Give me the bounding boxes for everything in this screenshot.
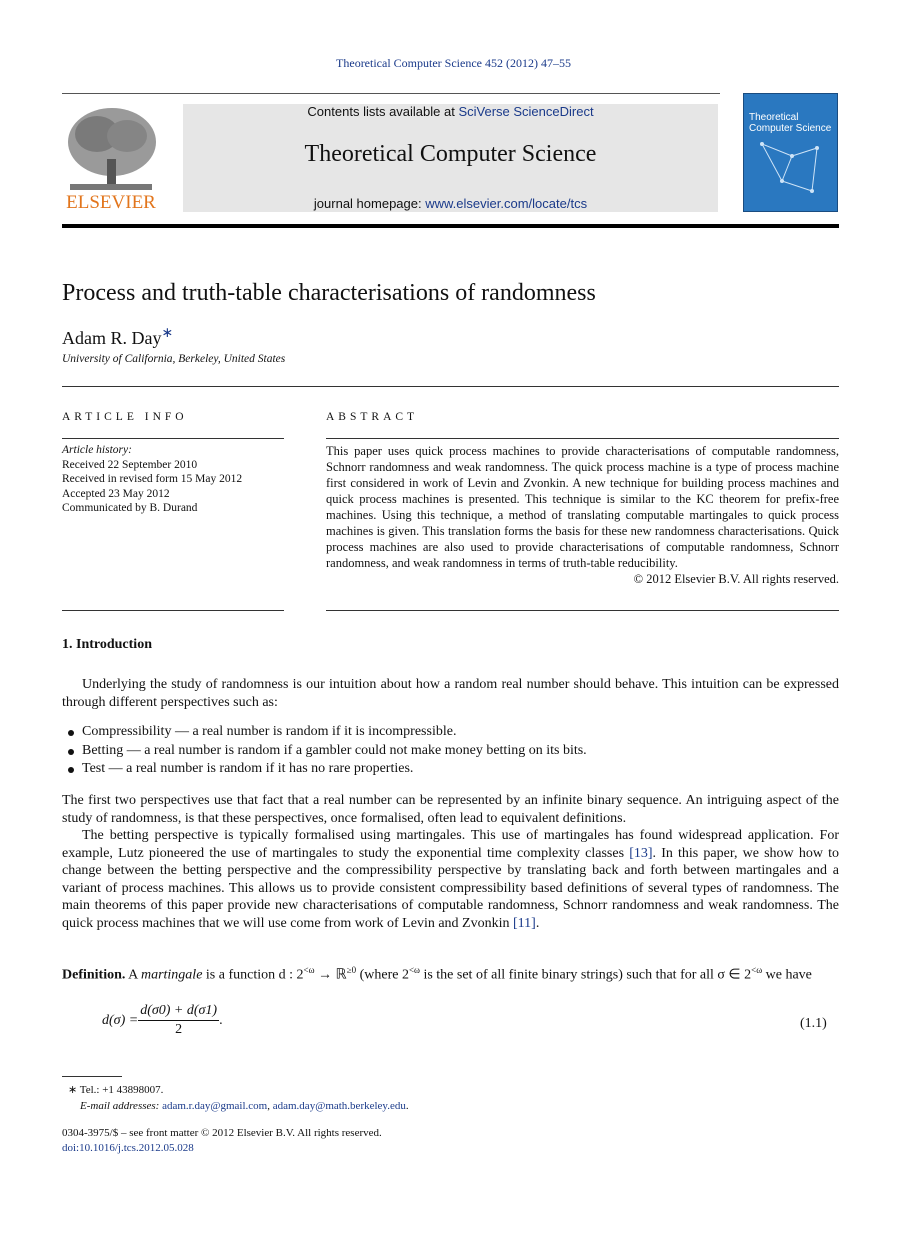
author-name: Adam R. Day	[62, 328, 162, 348]
def-term: martingale	[140, 967, 203, 983]
def-sup: <ω	[751, 965, 763, 975]
email-label: E-mail addresses:	[80, 1100, 163, 1112]
sciencedirect-link[interactable]: SciVerse ScienceDirect	[458, 104, 594, 119]
doi-link[interactable]: doi:10.1016/j.tcs.2012.05.028	[62, 1142, 194, 1154]
divider	[326, 438, 839, 439]
eq-denominator: 2	[175, 1022, 183, 1037]
history-item: Received 22 September 2010	[62, 458, 198, 471]
footnote-tel-text: Tel.: +1 43898007.	[77, 1084, 164, 1096]
def-sup: ≥0	[346, 965, 357, 975]
journal-cover	[743, 93, 838, 212]
elsevier-logo	[62, 104, 160, 214]
martingale-definition	[62, 962, 839, 984]
footnote-rule	[62, 1076, 122, 1077]
list-item-text: Betting — a real number is random if a gambler could not make money betting on its bits.	[82, 742, 587, 758]
divider	[62, 610, 284, 611]
abstract-heading: ABSTRACT	[326, 411, 419, 423]
eq-numerator: d(σ0) + d(σ1)	[138, 1003, 219, 1021]
list-item-text: Test — a real number is random if it has no rare properties.	[82, 761, 414, 776]
bullet-icon	[68, 730, 74, 736]
section-heading-introduction: 1. Introduction	[62, 637, 152, 652]
footnote-email	[62, 1098, 409, 1114]
article-history	[62, 443, 242, 516]
history-item: Received in revised form 15 May 2012	[62, 473, 243, 485]
footnote-mark: ∗	[68, 1084, 78, 1096]
def-text: (where 2	[356, 967, 409, 983]
issn-line: 0304-3975/$ – see front matter © 2012 Elsevier B.V. All rights reserved.	[62, 1127, 382, 1139]
email-link-1[interactable]: adam.r.day@gmail.com	[162, 1100, 268, 1112]
def-sup: <ω	[408, 965, 420, 975]
homepage-link[interactable]: www.elsevier.com/locate/tcs	[425, 196, 588, 211]
cover-title-line2: Computer Science	[749, 123, 832, 134]
def-text: d : 2	[278, 967, 304, 983]
homepage-prefix: journal homepage:	[313, 196, 426, 211]
list-item	[62, 723, 587, 742]
bullet-icon	[68, 749, 74, 755]
def-text: is a function	[202, 967, 279, 983]
bullet-icon	[68, 767, 74, 773]
journal-title: Theoretical Computer Science	[304, 141, 597, 167]
list-item	[62, 760, 587, 779]
contents-line	[183, 104, 718, 119]
def-text: → ℝ	[314, 967, 347, 983]
author-line	[62, 325, 173, 349]
abstract-copyright: © 2012 Elsevier B.V. All rights reserved.	[633, 572, 839, 586]
journal-reference[interactable]: Theoretical Computer Science 452 (2012) 47–55	[336, 56, 571, 70]
para3-text: . In this paper, we show how to change between the betting perspective and the compressibility perspective by translating back and forth between martingales and a variant of process machines. This allows us to provide consistent compressibility based definitions of several types of randomness. The main theorems of this paper provide new characterisations of computable randomness, Schnorr randomness and weak randomness. The quick process machines that we will use come from work of Levin and Zvonkin	[62, 845, 839, 931]
contents-prefix: Contents lists available at	[307, 104, 459, 119]
footnote-tel	[62, 1082, 409, 1098]
divider	[326, 610, 839, 611]
def-sup: <ω	[303, 965, 315, 975]
email-link-2[interactable]: adam.day@math.berkeley.edu	[272, 1100, 406, 1112]
intro-paragraph-2: The first two perspectives use that fact that a real number can be represented by an infinite binary sequence. An intriguing aspect of the study of randomness, is that these perspectives, once formalised, often lead to equivalent definitions.	[62, 793, 839, 826]
article-title: Process and truth-table characterisations of randomness	[62, 280, 596, 306]
history-label: Article history:	[62, 444, 132, 456]
equation-1-1	[102, 1003, 223, 1038]
history-item: Accepted 23 May 2012	[62, 487, 170, 500]
divider	[62, 438, 284, 439]
para3-text: .	[535, 915, 540, 931]
equation-number: (1.1)	[800, 1016, 827, 1031]
abstract-text: This paper uses quick process machines to provide characterisations of computable randomness, Schnorr randomness and weak randomness. The quick process machine is a type of process machine first considered in work of Levin and Zvonkin. A new technique for building process machines and quick process machines is presented. This technique is similar to the KC theorem for prefix-free machines. Using this technique, a method of translating computable martingales to quick process machines is given. This translation forms the basis for these new randomness characterisations. Quick process machines are also used to provide characterisations of computable randomness, Schnorr randomness, and weak randomness in terms of truth-table reducibility.	[326, 444, 839, 570]
list-item	[62, 742, 587, 761]
list-item-text: Compressibility — a real number is random if it is incompressible.	[82, 724, 457, 739]
eq-lhs: d(σ) =	[102, 1012, 139, 1028]
header-thick-rule	[62, 224, 839, 228]
article-info-heading: ARTICLE INFO	[62, 411, 188, 423]
header-rule	[62, 93, 720, 94]
footnotes	[62, 1082, 409, 1114]
para3-text: The betting perspective is typically formalised using martingales. This use of martingales has found widespread application. For example, Lutz pioneered the use of martingales to study the exponential time complexity classes	[62, 828, 839, 861]
divider	[62, 386, 839, 387]
affiliation: University of California, Berkeley, United States	[62, 353, 286, 365]
definition-label: Definition.	[62, 967, 126, 983]
intro-paragraph-1: Underlying the study of randomness is our intuition about how a random real number should behave. This intuition can be expressed through different perspectives such as:	[62, 677, 839, 710]
cover-title-line1: Theoretical	[749, 112, 799, 123]
abstract	[326, 443, 839, 587]
intro-paragraph-3	[62, 827, 839, 932]
citation-11[interactable]: [11]	[513, 915, 536, 931]
history-item: Communicated by B. Durand	[62, 502, 198, 514]
publisher-name: ELSEVIER	[66, 192, 156, 213]
def-text: we have	[762, 967, 812, 983]
email-sep: ,	[267, 1100, 273, 1112]
homepage-line	[183, 196, 718, 211]
front-matter	[62, 1126, 382, 1156]
author-footnote-mark[interactable]: ∗	[161, 326, 174, 341]
eq-end: .	[219, 1012, 223, 1028]
cover-title	[749, 112, 831, 134]
perspective-list	[62, 723, 587, 779]
citation-13[interactable]: [13]	[629, 845, 653, 861]
cover-graph-icon	[752, 136, 830, 201]
def-text: A	[125, 967, 141, 983]
email-dot: .	[405, 1100, 409, 1112]
def-text: is the set of all finite binary strings) such that for all σ ∈ 2	[419, 967, 752, 983]
